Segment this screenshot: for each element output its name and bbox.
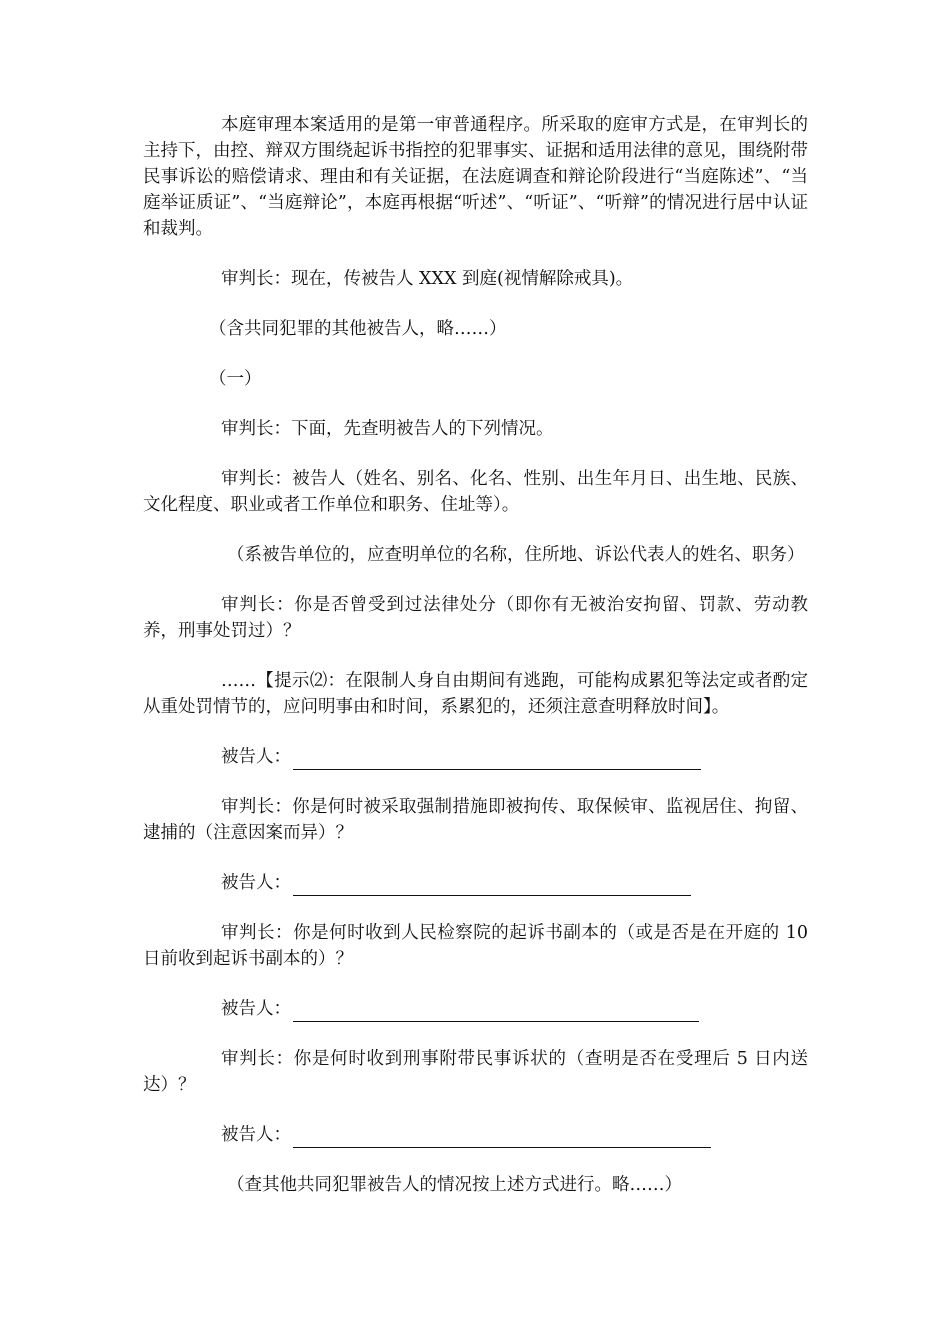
answer-blank-line bbox=[293, 1129, 711, 1148]
civil-claim-question: 审判长：你是何时收到刑事附带民事诉状的（查明是否在受理后 5 日内送达）？ bbox=[143, 1049, 808, 1095]
intro-paragraph: 本庭审理本案适用的是第一审普通程序。所采取的庭审方式是，在审判长的主持下，由控、辩双方围绕起诉书指控的犯罪事实、证据和适用法律的意见，围绕附带民事诉讼的赔偿请求、理由和有关证据，在法庭调查和辩论阶段进行“当庭陈述”、“当庭举证质证”、“当庭辩论”，本庭再根据“听述”、“听证”、“听辩”的情况进行居中认证和裁判。 bbox=[143, 115, 808, 239]
defendant-label: 被告人： bbox=[221, 999, 291, 1019]
defendant-label: 被告人： bbox=[221, 873, 291, 893]
document-body bbox=[143, 112, 808, 1222]
defendant-label: 被告人： bbox=[221, 747, 291, 767]
hint-paragraph: ……【提示⑵：在限制人身自由期间有逃跑，可能构成累犯等法定或者酌定从重处罚情节的，应问明事由和时间，系累犯的，还须注意查明释放时间】。 bbox=[143, 671, 808, 717]
co-defendants-note: （含共同犯罪的其他被告人，略……） bbox=[209, 319, 507, 339]
measures-question: 审判长：你是何时被采取强制措施即被拘传、取保候审、监视居住、拘留、逮捕的（注意因案而异）？ bbox=[143, 797, 808, 843]
answer-blank-line bbox=[293, 877, 691, 896]
section-one-heading: （一） bbox=[209, 369, 262, 389]
answer-blank-line bbox=[293, 751, 701, 770]
defendant-label: 被告人： bbox=[221, 1125, 291, 1145]
legal-record-question: 审判长：你是否曾受到过法律处分（即你有无被治安拘留、罚款、劳动教养，刑事处罚过）？ bbox=[143, 595, 808, 641]
identity-paragraph: 审判长：被告人（姓名、别名、化名、性别、出生年月日、出生地、民族、文化程度、职业或者工作单位和职务、住址等）。 bbox=[143, 469, 808, 515]
unit-note: （系被告单位的，应查明单位的名称，住所地、诉讼代表人的姓名、职务） bbox=[227, 545, 805, 565]
summon-paragraph: 审判长：现在，传被告人 XXX 到庭(视情解除戒具)。 bbox=[221, 269, 634, 289]
answer-blank-line bbox=[293, 1003, 699, 1022]
others-note: （查其他共同犯罪被告人的情况按上述方式进行。略……） bbox=[227, 1175, 682, 1195]
defendant-answer-2 bbox=[221, 870, 808, 896]
indictment-question: 审判长：你是何时收到人民检察院的起诉书副本的（或是否是在开庭的 10 日前收到起诉书副本的）？ bbox=[143, 923, 808, 969]
defendant-answer-1 bbox=[221, 744, 808, 770]
check-intro-paragraph: 审判长：下面，先查明被告人的下列情况。 bbox=[221, 419, 554, 439]
defendant-answer-3 bbox=[221, 996, 808, 1022]
defendant-answer-4 bbox=[221, 1122, 808, 1148]
